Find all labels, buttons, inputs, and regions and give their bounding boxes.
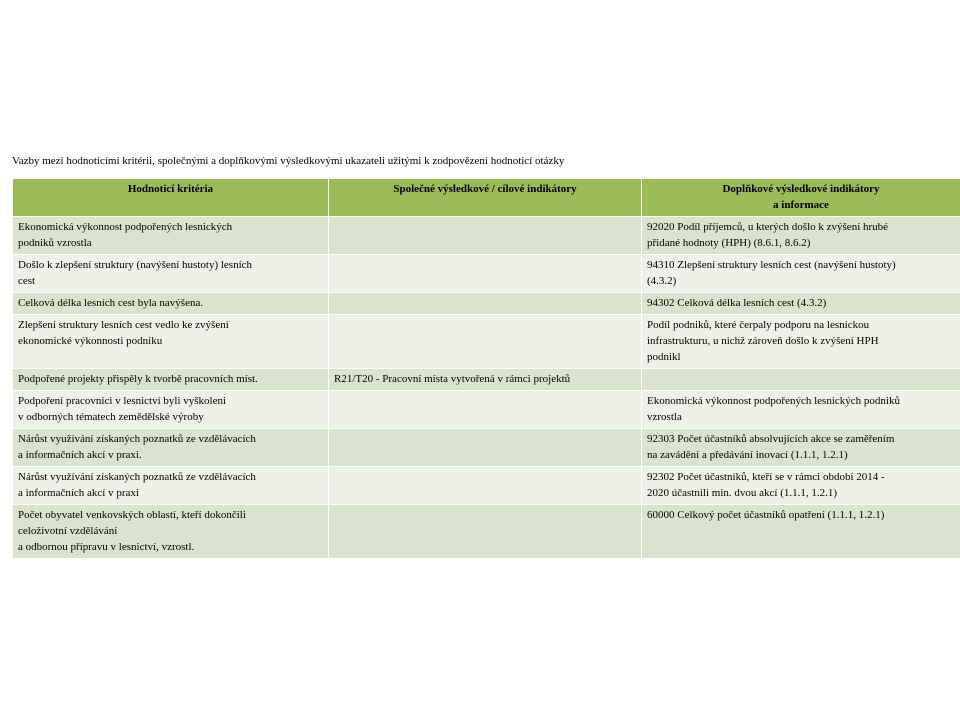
cell-text-line: 94302 Celková délka lesních cest (4.3.2) bbox=[647, 297, 827, 309]
criteria-cell bbox=[13, 369, 329, 391]
common-indicator-cell bbox=[329, 369, 642, 391]
cell-text-line: na zavádění a předávání inovací (1.1.1, 1.2.1) bbox=[647, 449, 848, 461]
common-indicator-cell bbox=[329, 315, 642, 369]
cell-text-line: ekonomické výkonnosti podniku bbox=[18, 335, 163, 347]
cell-text-line: Podpořené projekty přispěly k tvorbě pracovních míst. bbox=[18, 373, 258, 385]
table-row bbox=[13, 369, 960, 391]
table-row bbox=[13, 217, 960, 255]
cell-text-line: Podíl podniků, které čerpaly podporu na lesnickou bbox=[647, 319, 870, 331]
additional-indicator-cell bbox=[642, 467, 960, 505]
table-row bbox=[13, 293, 960, 315]
cell-text-line: 92302 Počet účastníků, kteří se v rámci období 2014 - bbox=[647, 471, 885, 483]
additional-indicator-cell bbox=[642, 369, 960, 391]
criteria-cell bbox=[13, 429, 329, 467]
table-row bbox=[13, 429, 960, 467]
cell-text-line: Nárůst využívání získaných poznatků ze vzdělávacích bbox=[18, 471, 256, 483]
criteria-cell bbox=[13, 217, 329, 255]
cell-text-line: Nárůst využívání získaných poznatků ze vzdělávacích bbox=[18, 433, 256, 445]
cell-text-line: Podpoření pracovníci v lesnictví byli vyškoleni bbox=[18, 395, 227, 407]
criteria-cell bbox=[13, 293, 329, 315]
criteria-cell bbox=[13, 315, 329, 369]
cell-text-line: R21/T20 - Pracovní místa vytvořená v rámci projektů bbox=[334, 373, 571, 385]
additional-indicator-cell bbox=[642, 391, 960, 429]
cell-text-line: Celková délka lesních cest byla navýšena. bbox=[18, 297, 204, 309]
cell-text-line: infrastrukturu, u nichž zároveň došlo k zvýšení HPH bbox=[647, 335, 879, 347]
table-caption: Vazby mezi hodnoticími kritérii, společnými a doplňkovými výsledkovými ukazateli užitými k zodpovězení hodnoticí otázky bbox=[12, 155, 565, 167]
additional-indicator-cell bbox=[642, 255, 960, 293]
cell-text-line: a odbornou přípravu v lesnictví, vzrostl. bbox=[18, 541, 195, 553]
header-common-indicators: Společné výsledkové / cílové indikátory bbox=[329, 179, 642, 217]
common-indicator-cell bbox=[329, 505, 642, 559]
common-indicator-cell bbox=[329, 217, 642, 255]
criteria-cell bbox=[13, 255, 329, 293]
table-row bbox=[13, 467, 960, 505]
cell-text-line: Zlepšení struktury lesních cest vedlo ke zvýšení bbox=[18, 319, 229, 331]
criteria-indicator-table bbox=[12, 178, 960, 559]
cell-text-line: Počet obyvatel venkovských oblastí, kteří dokončili bbox=[18, 509, 246, 521]
cell-text-line: v odborných tématech zemědělské výroby bbox=[18, 411, 204, 423]
cell-text-line: celoživotní vzdělávání bbox=[18, 525, 118, 537]
common-indicator-cell bbox=[329, 293, 642, 315]
cell-text-line: 60000 Celkový počet účastníků opatření (1.1.1, 1.2.1) bbox=[647, 509, 885, 521]
table-header-row bbox=[13, 179, 960, 217]
criteria-cell bbox=[13, 467, 329, 505]
cell-text-line: cest bbox=[18, 275, 36, 287]
cell-text-line: a informačních akcí v praxi. bbox=[18, 449, 142, 461]
cell-text-line: vzrostla bbox=[647, 411, 682, 423]
table-row bbox=[13, 315, 960, 369]
common-indicator-cell bbox=[329, 255, 642, 293]
cell-text-line: 2020 účastnili min. dvou akcí (1.1.1, 1.2.1) bbox=[647, 487, 838, 499]
common-indicator-cell bbox=[329, 429, 642, 467]
cell-text-line: 94310 Zlepšení struktury lesních cest (navýšení hustoty) bbox=[647, 259, 896, 271]
additional-indicator-cell bbox=[642, 217, 960, 255]
table-row bbox=[13, 505, 960, 559]
cell-text-line: a informačních akcí v praxi bbox=[18, 487, 139, 499]
header-criteria: Hodnoticí kritéria bbox=[13, 179, 329, 217]
cell-text-line: Došlo k zlepšení struktury (navýšení hustoty) lesních bbox=[18, 259, 253, 271]
cell-text-line: 92303 Počet účastníků absolvujících akce se zaměřením bbox=[647, 433, 895, 445]
additional-indicator-cell bbox=[642, 315, 960, 369]
additional-indicator-cell bbox=[642, 505, 960, 559]
criteria-cell bbox=[13, 505, 329, 559]
table-row bbox=[13, 255, 960, 293]
criteria-cell bbox=[13, 391, 329, 429]
cell-text-line: (4.3.2) bbox=[647, 275, 677, 287]
table-row bbox=[13, 391, 960, 429]
cell-text-line: Ekonomická výkonnost podpořených lesnických bbox=[18, 221, 233, 233]
header-additional-indicators: Doplňkové výsledkové indikátory a informace bbox=[642, 179, 960, 217]
cell-text-line: Ekonomická výkonnost podpořených lesnických podniků bbox=[647, 395, 900, 407]
cell-text-line: přidané hodnoty (HPH) (8.6.1, 8.6.2) bbox=[647, 237, 811, 249]
additional-indicator-cell bbox=[642, 429, 960, 467]
common-indicator-cell bbox=[329, 467, 642, 505]
cell-text-line: podnikl bbox=[647, 351, 681, 363]
cell-text-line: podniků vzrostla bbox=[18, 237, 92, 249]
common-indicator-cell bbox=[329, 391, 642, 429]
additional-indicator-cell bbox=[642, 293, 960, 315]
cell-text-line: 92020 Podíl příjemců, u kterých došlo k zvýšení hrubé bbox=[647, 221, 889, 233]
